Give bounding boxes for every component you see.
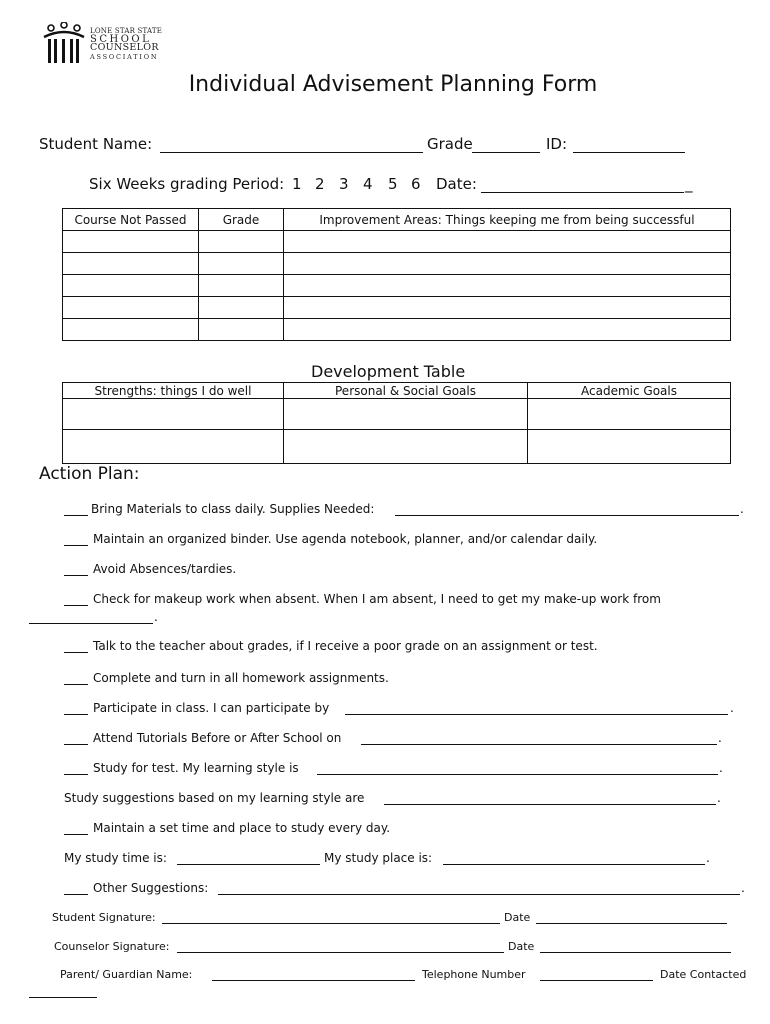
table-row — [63, 231, 731, 253]
column-header: Improvement Areas: Things keeping me from being successful — [284, 209, 731, 231]
study-place-field[interactable] — [443, 864, 705, 865]
set-time-checkbox-line[interactable] — [64, 834, 88, 835]
period-mark: . — [154, 610, 158, 624]
counselor-date-field[interactable] — [540, 952, 731, 953]
table-cell[interactable] — [284, 297, 731, 319]
counselor-date-label: Date — [508, 940, 535, 953]
study-suggestions-field[interactable] — [384, 804, 716, 805]
parent-name-label: Parent/ Guardian Name: — [60, 968, 193, 981]
participate-checkbox-line[interactable] — [64, 714, 88, 715]
table-cell[interactable] — [63, 319, 199, 341]
table-cell[interactable] — [284, 275, 731, 297]
tutorials-text: Attend Tutorials Before or After School on — [93, 731, 342, 745]
column-header: Academic Goals — [528, 383, 731, 399]
participate-text: Participate in class. I can participate by — [93, 701, 330, 715]
tutorials-checkbox-line[interactable] — [64, 744, 88, 745]
telephone-label: Telephone Number — [422, 968, 526, 981]
period-mark: . — [706, 851, 710, 865]
date-label: Date: — [436, 175, 477, 193]
makeup-checkbox-line[interactable] — [64, 605, 88, 606]
grade-field[interactable] — [472, 152, 540, 153]
student-signature-field[interactable] — [162, 923, 500, 924]
binder-text: Maintain an organized binder. Use agenda notebook, planner, and/or calendar daily. — [93, 532, 598, 546]
table-row — [63, 253, 731, 275]
supplies-field[interactable] — [395, 515, 739, 516]
date-suffix: _ — [685, 175, 693, 193]
table-cell[interactable] — [199, 275, 284, 297]
counselor-signature-field[interactable] — [177, 952, 504, 953]
table-cell[interactable] — [199, 231, 284, 253]
student-name-field[interactable] — [160, 152, 423, 153]
period-mark: . — [740, 502, 744, 516]
binder-checkbox-line[interactable] — [64, 545, 88, 546]
table-cell[interactable] — [528, 399, 731, 430]
student-name-label: Student Name: — [39, 135, 153, 153]
study-checkbox-line[interactable] — [64, 774, 88, 775]
table-cell[interactable] — [63, 297, 199, 319]
period-option-4[interactable]: 4 — [363, 175, 373, 193]
table-row — [63, 297, 731, 319]
table-cell[interactable] — [63, 430, 284, 464]
grading-period-label: Six Weeks grading Period: — [89, 175, 285, 193]
column-header: Personal & Social Goals — [284, 383, 528, 399]
period-mark: . — [730, 701, 734, 715]
teacher-checkbox-line[interactable] — [64, 652, 88, 653]
date-contacted-field[interactable] — [29, 997, 97, 998]
table-cell[interactable] — [528, 430, 731, 464]
column-header: Course Not Passed — [63, 209, 199, 231]
materials-text: Bring Materials to class daily. Supplies Needed: — [91, 502, 375, 516]
table-cell[interactable] — [63, 231, 199, 253]
other-suggestions-text: Other Suggestions: — [93, 881, 209, 895]
id-label: ID: — [546, 135, 568, 153]
grade-label: Grade — [427, 135, 473, 153]
table-row — [63, 319, 731, 341]
study-place-label: My study place is: — [324, 851, 433, 865]
logo-text: LONE STAR STATE SCHOOL COUNSELOR ASSOCIATION — [90, 27, 163, 61]
counselor-signature-label: Counselor Signature: — [54, 940, 170, 953]
absences-checkbox-line[interactable] — [64, 575, 88, 576]
makeup-text: Check for makeup work when absent. When I am absent, I need to get my make-up work from — [93, 592, 661, 606]
period-option-5[interactable]: 5 — [388, 175, 398, 193]
column-header: Strengths: things I do well — [63, 383, 284, 399]
participation-field[interactable] — [345, 714, 728, 715]
date-contacted-label: Date Contacted — [660, 968, 747, 981]
other-suggestions-field[interactable] — [218, 894, 740, 895]
telephone-field[interactable] — [540, 980, 653, 981]
course-table-header — [63, 209, 731, 231]
homework-checkbox-line[interactable] — [64, 684, 88, 685]
table-cell[interactable] — [284, 399, 528, 430]
study-time-field[interactable] — [177, 864, 320, 865]
study-time-label: My study time is: — [64, 851, 167, 865]
student-signature-label: Student Signature: — [52, 911, 156, 924]
course-table — [62, 208, 731, 341]
teacher-text: Talk to the teacher about grades, if I receive a poor grade on an assignment or test. — [93, 639, 598, 653]
table-cell[interactable] — [284, 430, 528, 464]
makeup-source-field[interactable] — [29, 623, 153, 624]
period-option-3[interactable]: 3 — [339, 175, 349, 193]
table-cell[interactable] — [63, 253, 199, 275]
period-option-6[interactable]: 6 — [411, 175, 421, 193]
period-option-2[interactable]: 2 — [315, 175, 325, 193]
tutorials-field[interactable] — [361, 744, 717, 745]
table-cell[interactable] — [63, 399, 284, 430]
table-cell[interactable] — [284, 231, 731, 253]
logo-figures-icon — [42, 22, 92, 68]
table-row — [63, 430, 731, 464]
study-text: Study for test. My learning style is — [93, 761, 299, 775]
table-cell[interactable] — [199, 319, 284, 341]
other-checkbox-line[interactable] — [64, 894, 88, 895]
period-mark: . — [717, 791, 721, 805]
homework-text: Complete and turn in all homework assignments. — [93, 671, 389, 685]
period-option-1[interactable]: 1 — [292, 175, 302, 193]
period-mark: . — [741, 881, 745, 895]
study-suggestions-text: Study suggestions based on my learning style are — [64, 791, 365, 805]
action-plan-title: Action Plan: — [39, 464, 140, 484]
development-table — [62, 382, 731, 464]
table-cell[interactable] — [199, 297, 284, 319]
absences-text: Avoid Absences/tardies. — [93, 562, 237, 576]
table-row — [63, 275, 731, 297]
set-time-text: Maintain a set time and place to study every day. — [93, 821, 391, 835]
period-mark: . — [718, 731, 722, 745]
date-field[interactable] — [481, 192, 684, 193]
form-title: Individual Advisement Planning Form — [188, 72, 598, 97]
table-row — [63, 399, 731, 430]
table-cell[interactable] — [284, 253, 731, 275]
table-cell[interactable] — [199, 253, 284, 275]
column-header: Grade — [199, 209, 284, 231]
id-field[interactable] — [573, 152, 685, 153]
table-cell[interactable] — [63, 275, 199, 297]
parent-name-field[interactable] — [212, 980, 415, 981]
student-date-label: Date — [504, 911, 531, 924]
learning-style-field[interactable] — [317, 774, 718, 775]
development-table-header — [63, 383, 731, 399]
materials-checkbox-line[interactable] — [64, 515, 88, 516]
student-date-field[interactable] — [536, 923, 727, 924]
development-table-title: Development Table — [311, 362, 466, 381]
table-cell[interactable] — [284, 319, 731, 341]
period-mark: . — [719, 761, 723, 775]
